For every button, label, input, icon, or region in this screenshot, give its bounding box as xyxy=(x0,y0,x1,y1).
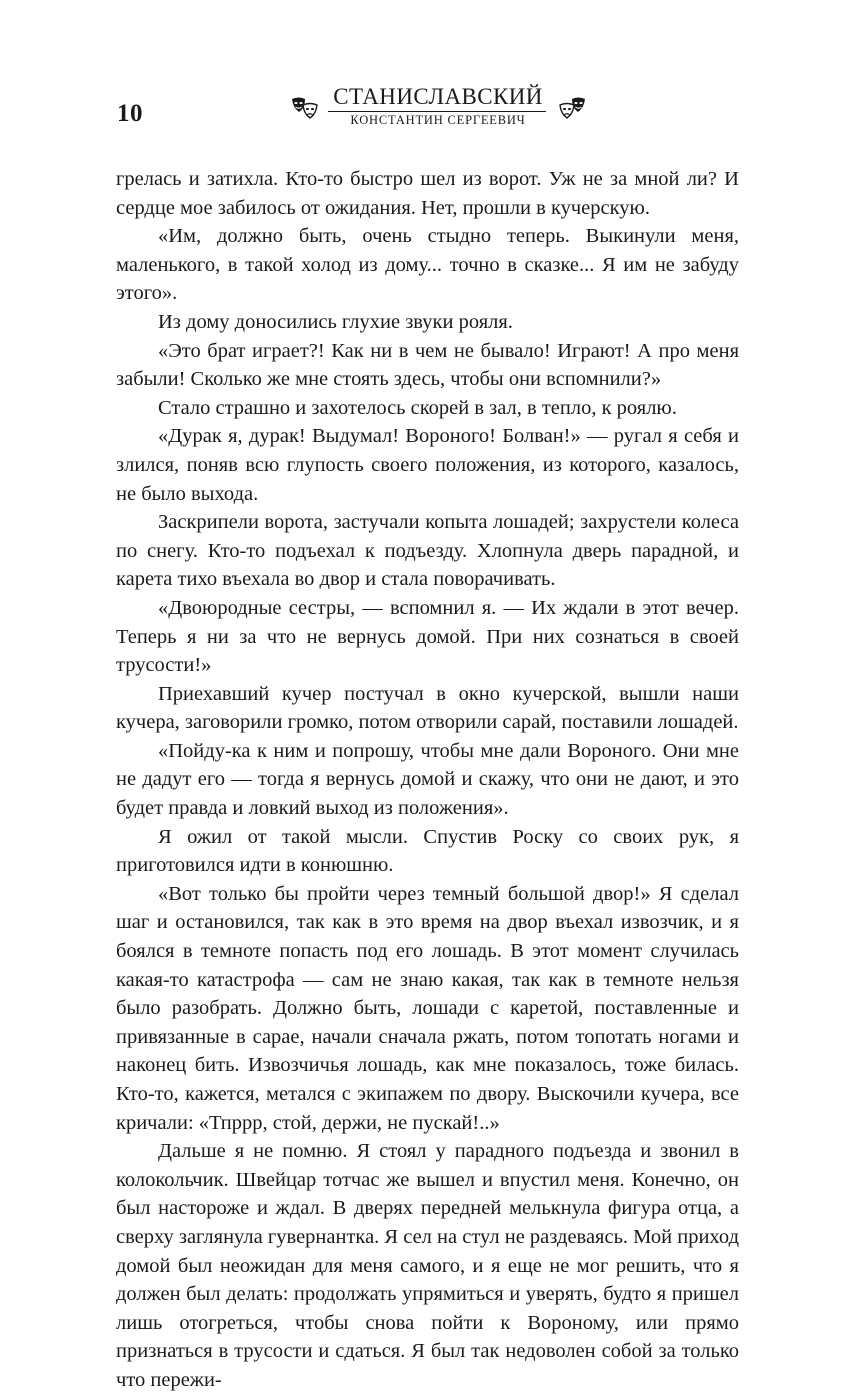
paragraph: грелась и затихла. Кто-то быстро шел из ворот. Уж не за мной ли? И сердце мое забилось от ожидания. Нет, прошли в кучерскую. xyxy=(116,168,739,219)
author-name: СТАНИСЛАВСКИЙ xyxy=(333,84,543,109)
paragraph: Я ожил от такой мысли. Спустив Роску со своих рук, я приготовился идти в конюшню. xyxy=(116,825,739,877)
paragraph: Приехавший кучер постучал в окно кучерской, вышли наши кучера, заговорили громко, потом отворили сарай, поставили лошадей. xyxy=(116,682,739,734)
paragraph: «Это брат играет?! Как ни в чем не бывало! Играют! А про меня забыли! Сколько же мне стоять здесь, чтобы они вспомнили?» xyxy=(116,339,739,391)
paragraph: Дальше я не помню. Я стоял у парадного подъезда и звонил в колокольчик. Швейцар тотчас же вышел и впустил меня. Конечно, он был настороже и ждал. В дверях передней мелькнула фигура отца, а сверху заглянула гувернантка. Я сел на стул не раздеваясь. Мой приход домой был неожидан для меня самого, и я еще не мог решить, что я должен был делать: продолжать упрямиться и уверять, будто я пришел лишь отогреться, чтобы снова пойти к Вороному, или прямо признаться в трусости и сдаться. Я был так недоволен собой за только что пережи- xyxy=(116,1140,739,1391)
body-text xyxy=(116,165,739,1395)
paragraph: «Вот только бы пройти через темный большой двор!» Я сделал шаг и остановился, так как в это время на двор въехал извозчик, и я боялся в темноте попасть под его лошадь. В этот момент случилась какая-то катастрофа — сам не знаю какая, так как в темноте нельзя было разобрать. Должно быть, лошади с каретой, поставленные и привязанные в сарае, начали сначала ржать, потом топотать ногами и наконец бить. Извозчичья лошадь, как мне показалось, тоже билась. Кто-то, кажется, метался с экипажем по двору. Выскочили кучера, все кричали: «Тпррр, стой, держи, не пускай!..» xyxy=(116,882,739,1134)
paragraph: Стало страшно и захотелось скорей в зал, в тепло, к роялю. xyxy=(158,396,677,419)
paragraph: «Двоюродные сестры, — вспомнил я. — Их ждали в этот вечер. Теперь я ни за что не вернусь домой. При них сознаться в своей трусости!» xyxy=(116,596,739,677)
theater-masks-icon xyxy=(557,96,587,120)
paragraph: «Дурак я, дурак! Выдумал! Вороного! Болван!» — ругал я себя и злился, поняв всю глупость своего положения, из которого, казалось, не было выхода. xyxy=(116,425,739,505)
paragraph: Из дому доносились глухие звуки рояля. xyxy=(158,310,513,333)
theater-masks-icon xyxy=(290,96,320,120)
page-number: 10 xyxy=(117,100,143,127)
header-rule xyxy=(328,111,546,112)
author-full-name: КОНСТАНТИН СЕРГЕЕВИЧ xyxy=(350,113,526,127)
paragraph: «Им, должно быть, очень стыдно теперь. Выкинули меня, маленького, в такой холод из дому... точно в сказке... Я им не забуду этого». xyxy=(116,225,739,305)
paragraph: «Пойду-ка к ним и попрошу, чтобы мне дали Вороного. Они мне не дадут его — тогда я вернусь домой и скажу, что они не дают, и это будет правда и ловкий выход из положения». xyxy=(116,739,739,820)
paragraph: Заскрипели ворота, застучали копыта лошадей; захрустели колеса по снегу. Кто-то подъехал к подъезду. Хлопнула дверь парадной, и карета тихо въехала во двор и стала поворачивать. xyxy=(116,511,739,591)
running-header xyxy=(270,84,600,132)
